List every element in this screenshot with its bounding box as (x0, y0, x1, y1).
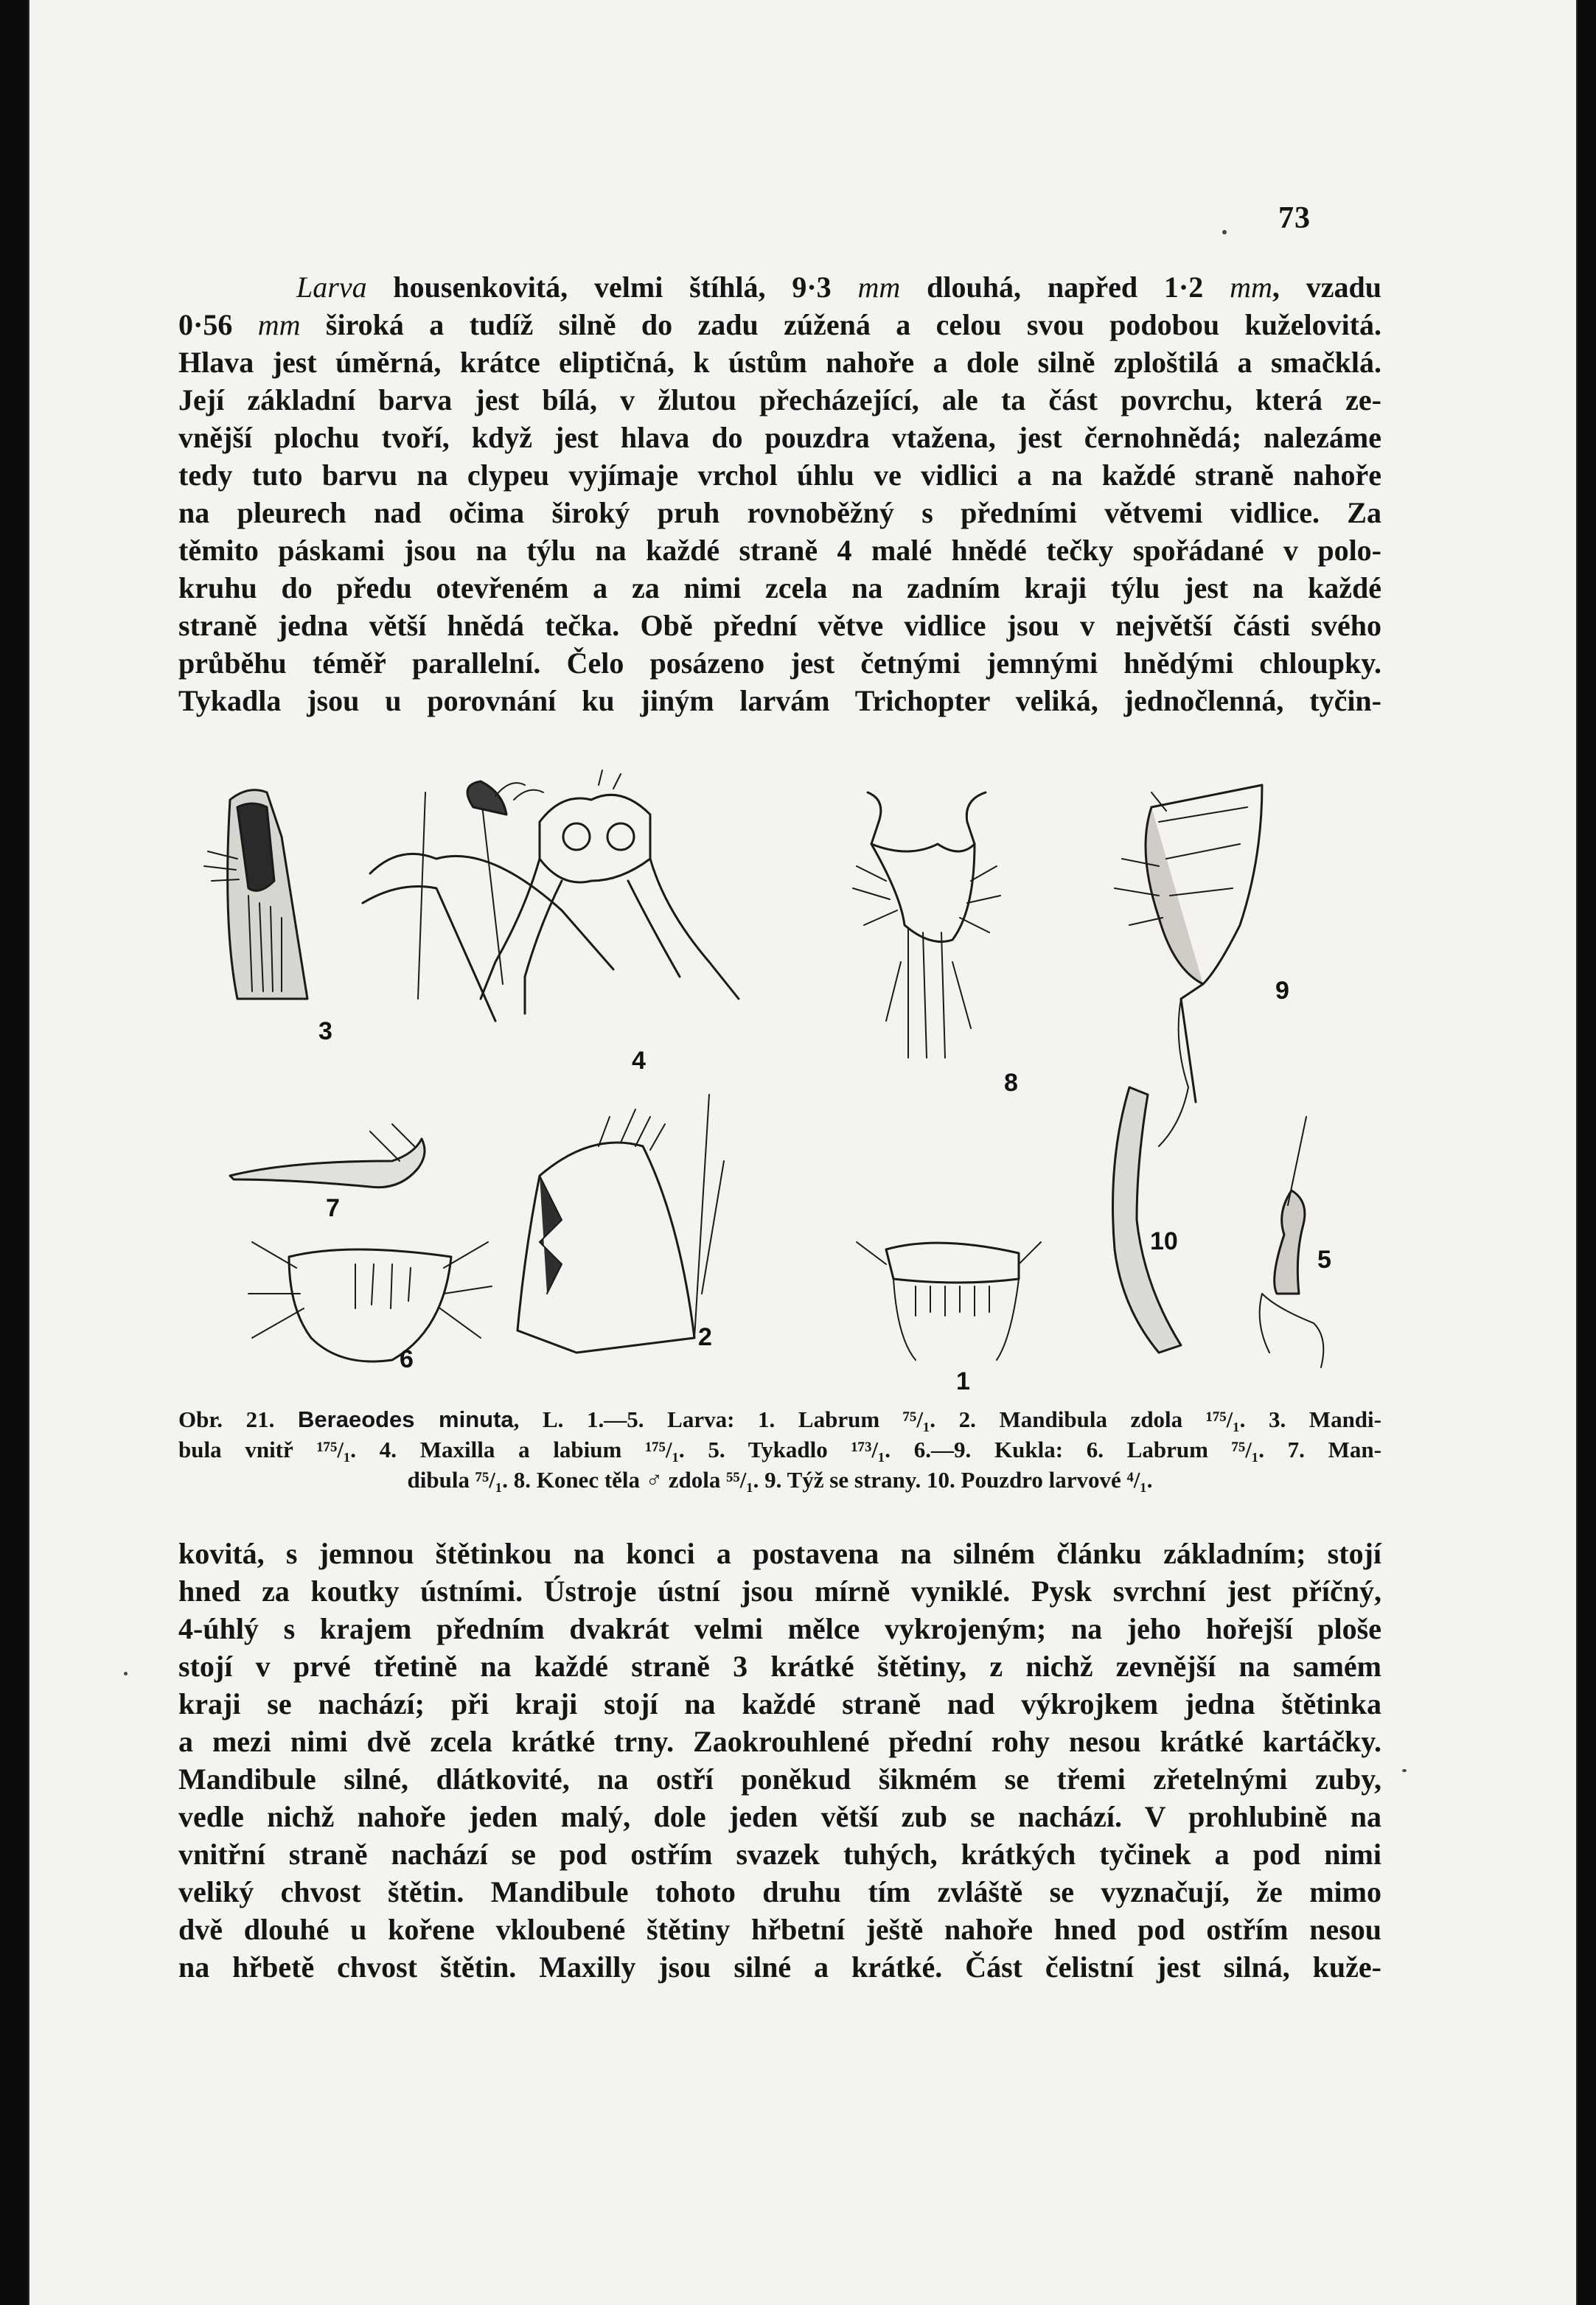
figure-caption (178, 1404, 1381, 1495)
drawing-5-antenna (1260, 1117, 1331, 1367)
text-line: těmito páskami jsou na týlu na každé straně 4 malé hnědé tečky spořádané v polo- (178, 534, 1381, 567)
text-line: vnitřní straně nachází se pod ostřím svazek tuhých, krátkých tyčinek a pod nimi (178, 1838, 1381, 1871)
text-line: dvě dlouhé u kořene vkloubené štětiny hřbetní ještě nahoře hned pod ostřím nesou (178, 1913, 1381, 1946)
text-line: a mezi nimi dvě zcela krátké trny. Zaokrouhlené přední rohy nesou krátké kartáčky. (178, 1725, 1381, 1758)
print-speck (1222, 230, 1227, 234)
text-line: kovitá, s jemnou štětinkou na konci a postavena na silném článku základním; stojí (178, 1537, 1381, 1570)
text-line: veliký chvost štětin. Mandibule tohoto druhu tím zvláště se vyznačují, že mimo (178, 1875, 1381, 1908)
caption-line: Obr. 21. Beraeodes minuta, L. 1.—5. Larva: 1. Labrum ⁷⁵/₁. 2. Mandibula zdola ¹⁷⁵/₁. 3. Mandi- (178, 1406, 1381, 1432)
text-line: Larva housenkovitá, velmi štíhlá, 9·3 mm dlouhá, napřed 1·2 mm, vzadu (296, 271, 1381, 304)
drawing-1-labrum-larva (857, 1242, 1041, 1395)
print-speck (124, 1672, 128, 1675)
text-line: kraji se nachází; při kraji stojí na každé straně nad výkrojkem jedna štětinka (178, 1687, 1381, 1720)
figure-label: 9 (1275, 977, 1289, 1005)
text-line: hned za koutky ústními. Ústroje ústní jsou mírně vyniklé. Pysk svrchní jest příčný, (178, 1575, 1381, 1608)
drawing-7-mandible-pupa (230, 1124, 425, 1222)
text-line: stojí v prvé třetině na každé straně 3 krátké štětiny, z nichž zevnější na samém (178, 1650, 1381, 1683)
print-speck (1402, 1769, 1407, 1772)
species-name: Beraeodes minuta (298, 1406, 514, 1432)
paragraph-top (178, 268, 1381, 719)
drawing-3-mandible-inner (204, 790, 332, 1045)
page-number: 73 (1278, 201, 1311, 235)
text-line: na hřbetě chvost štětin. Maxilly jsou silné a krátké. Část čelistní jest silná, kuže- (178, 1950, 1381, 1984)
text-line: Mandibule silné, dlátkovité, na ostří poněkud šikmém se třemi zřetelnými zuby, (178, 1762, 1381, 1796)
figure-label: 10 (1150, 1227, 1178, 1255)
text-line: průběhu téměř parallelní. Čelo posázeno jest četnými jemnými hnědými chloupky. (178, 646, 1381, 680)
text-line: Tykadla jsou u porovnání ku jiným larvám Trichopter veliká, jednočlenná, tyčin- (178, 684, 1381, 717)
text-line: kruhu do předu otevřeném a za nimi zcela na zadním kraji týlu jest na každé (178, 571, 1381, 604)
figure-label: 4 (632, 1047, 646, 1075)
text-line: Její základní barva jest bílá, v žlutou přecházející, ale ta část povrchu, která ze- (178, 383, 1381, 416)
caption-line: dibula ⁷⁵/₁. 8. Konec těla ♂ zdola ⁵⁵/₁. 9. Týž se strany. 10. Pouzdro larvové ⁴/₁. (407, 1467, 1153, 1493)
drawing-10-larval-case (1113, 1087, 1182, 1353)
figure-label: 5 (1317, 1246, 1331, 1274)
figure-drawing (178, 778, 1381, 1395)
page (28, 0, 1578, 2305)
text-line: 4-úhlý s krajem předním dvakrát velmi mělce vykrojeným; na jeho hořejší ploše (178, 1612, 1381, 1645)
paragraph-bottom (178, 1535, 1381, 1986)
text-line: tedy tuto barvu na clypeu vyjímaje vrchol úhlu ve vidlici a na každé straně nahoře (178, 458, 1381, 492)
figure-label: 6 (400, 1345, 414, 1373)
drawing-4-maxilla-labium (363, 770, 739, 1075)
figure-label: 1 (956, 1367, 970, 1395)
drawing-6-labrum-pupa (248, 1242, 492, 1373)
text-line: na pleurech nad očima široký pruh rovnoběžný s předními větvemi vidlice. Za (178, 496, 1381, 529)
figure-label: 3 (318, 1017, 332, 1045)
text-line: 0·56 mm široká a tudíž silně do zadu zúžená a celou svou podobou kuželovitá. (178, 308, 1382, 341)
text-line: vedle nichž nahoře jeden malý, dole jeden větší zub se nachází. V prohlubině na (178, 1800, 1381, 1833)
drawing-2-mandible-below (518, 1095, 724, 1353)
text-line: Hlava jest úměrná, krátce eliptičná, k ústům nahoře a dole silně zploštilá a smačklá. (178, 346, 1381, 379)
text-line: vnější plochu tvoří, když jest hlava do pouzdra vtažena, jest černohnědá; nalezáme (178, 421, 1381, 454)
caption-line: bula vnitř ¹⁷⁵/₁. 4. Maxilla a labium ¹⁷⁵/₁. 5. Tykadlo ¹⁷³/₁. 6.—9. Kukla: 6. Labrum ⁷⁵/₁. 7. Man- (178, 1437, 1381, 1462)
drawing-8-body-end (853, 792, 1018, 1097)
figure-label: 2 (698, 1323, 712, 1351)
figure-21 (178, 778, 1381, 1395)
figure-label: 8 (1004, 1069, 1018, 1097)
text-line: straně jedna větší hnědá tečka. Obě přední větve vidlice jsou v největší části svého (178, 609, 1381, 642)
figure-label: 7 (326, 1194, 340, 1222)
